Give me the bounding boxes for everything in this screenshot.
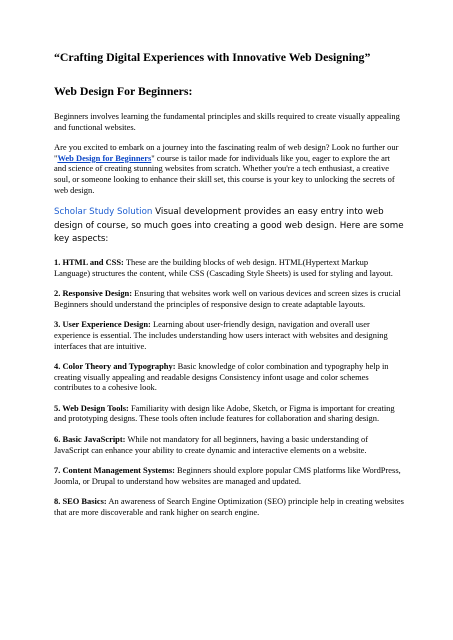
- scholar-text: Visual development provides an easy entry into web design of course, so much goes into creating a good web design. Here are some key aspects:: [54, 207, 404, 245]
- intro-paragraph: Beginners involves learning the fundamental principles and skills required to create visually appealing and functional websites.: [54, 111, 400, 132]
- aspect-item-2: [54, 288, 404, 309]
- aspect-heading: 4. Color Theory and Typography:: [54, 361, 176, 372]
- scholar-study-solution-link[interactable]: Scholar Study Solution: [54, 207, 153, 218]
- aspect-text: Ensuring that websites work well on various devices and screen sizes is crucial Beginners should understand the principles of responsive design to create adaptable layouts.: [54, 288, 401, 309]
- aspect-item-5: [54, 403, 404, 424]
- aspect-heading: 1. HTML and CSS:: [54, 256, 124, 267]
- aspect-heading: 7. Content Management Systems:: [54, 465, 175, 476]
- course-text-before: Are you excited to embark on a journey into the fascinating realm of web design? Look no further our ": [54, 142, 399, 163]
- section-heading: Web Design For Beginners:: [54, 84, 193, 98]
- aspect-heading: 5. Web Design Tools:: [54, 402, 129, 413]
- aspect-text: Learning about user-friendly design, navigation and overall user experience is essential. The includes understanding how users interact with websites and designing interfaces that are intuitive.: [54, 319, 388, 351]
- aspect-text: Beginners should explore popular CMS platforms like WordPress, Joomla, or Drupal to understand how websites are managed and updated.: [54, 465, 401, 486]
- web-design-for-beginners-link[interactable]: Web Design for Beginners: [57, 152, 152, 163]
- aspect-heading: 6. Basic JavaScript:: [54, 434, 126, 445]
- aspect-heading: 2. Responsive Design:: [54, 288, 133, 299]
- document-title: “Crafting Digital Experiences with Innovative Web Designing”: [54, 50, 371, 64]
- aspect-item-1: [54, 257, 404, 278]
- document-page: [54, 50, 404, 518]
- aspect-heading: 8. SEO Basics:: [54, 496, 107, 507]
- aspect-item-8: [54, 496, 404, 517]
- aspect-item-7: [54, 465, 404, 486]
- course-text-after: " course is tailor made for individuals like you, eager to explore the art and science of creating stunning websites from scratch. Whether you're a tech enthusiast, a creative soul, or someone looking to enhance their skill set, this course is your key to unlocking the secrets of web design.: [54, 152, 395, 195]
- aspect-text: These are the building blocks of web design. HTML(Hypertext Markup Language) structures the content, while CSS (Cascading Style Sheets) is used for styling and layout.: [54, 256, 393, 278]
- scholar-paragraph: [54, 206, 404, 247]
- aspect-text: Basic knowledge of color combination and typography help in creating visually appealing and readable designs Consistency infont usage and color schemes contributes to a cohesive look.: [54, 361, 389, 393]
- aspect-text: While not mandatory for all beginners, having a basic understanding of JavaScript can enhance your ability to create dynamic and interactive elements on a website.: [54, 434, 369, 455]
- course-paragraph: [54, 142, 404, 195]
- aspect-text: An awareness of Search Engine Optimization (SEO) principle help in creating websites that are more discoverable and rank higher on search engine.: [54, 496, 404, 518]
- aspect-item-6: [54, 434, 404, 455]
- aspect-item-4: [54, 361, 404, 393]
- aspect-text: Familiarity with design like Adobe, Sketch, or Figma is important for creating and prototyping designs. These tools often include features for collaboration and sharing design.: [54, 402, 395, 424]
- aspect-item-3: [54, 319, 404, 351]
- aspect-heading: 3. User Experience Design:: [54, 319, 151, 330]
